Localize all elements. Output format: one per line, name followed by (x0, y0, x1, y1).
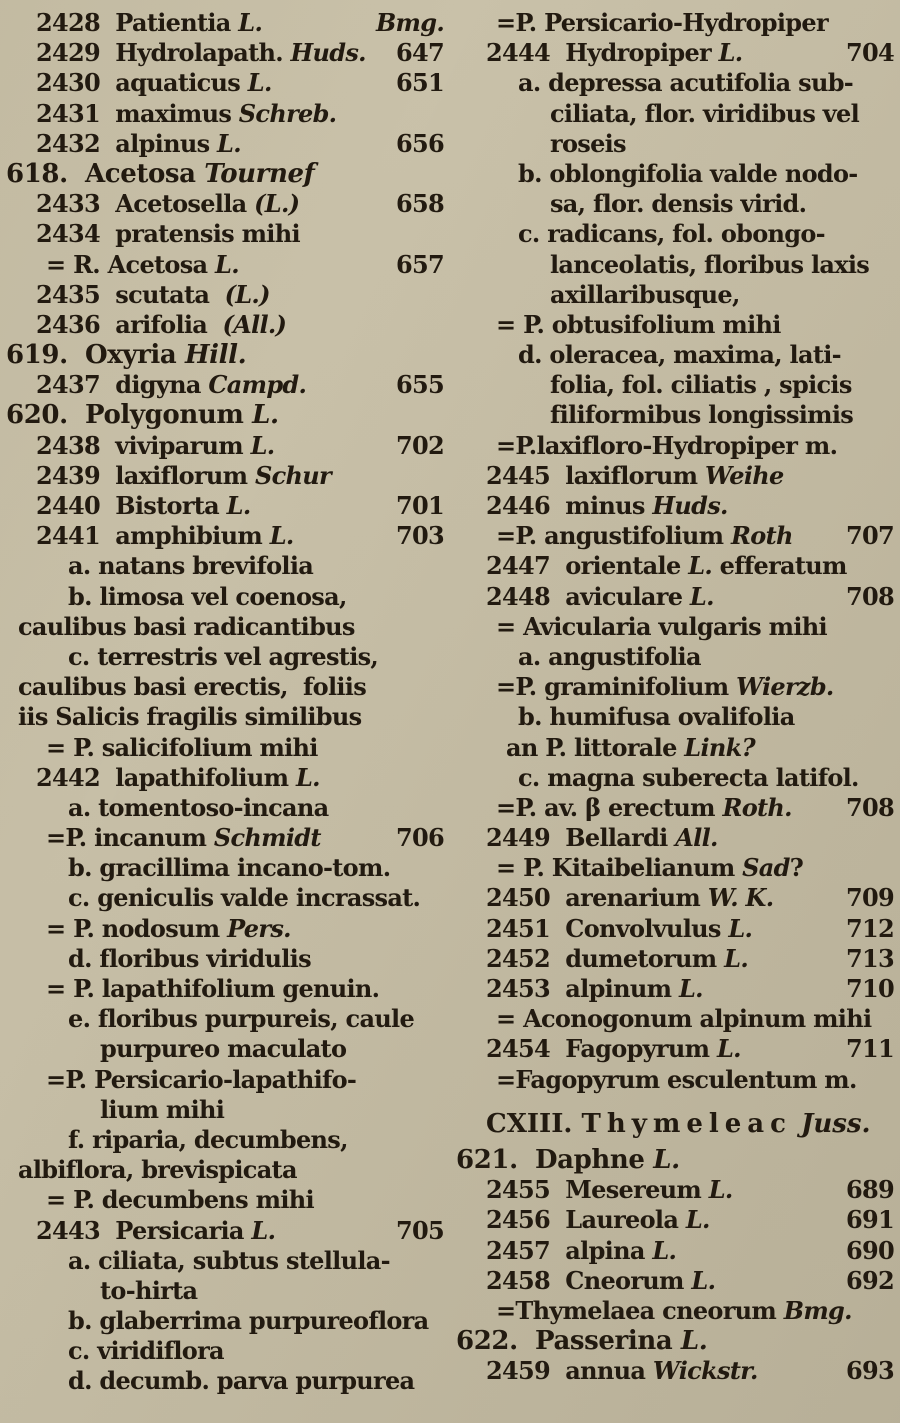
species-entry (456, 1205, 896, 1235)
entry-text: c. radicans, fol. obongo- (518, 219, 825, 249)
entry-text: All. (675, 823, 718, 853)
entry-text: L. (215, 249, 239, 279)
entry-text: 2434 pratensis mihi (36, 219, 300, 249)
entry-text: L. (708, 1175, 733, 1205)
entry-text: Link? (684, 732, 755, 762)
entry-text: L. (718, 38, 743, 68)
page-number: 656 (396, 128, 444, 158)
species-entry (456, 1236, 896, 1266)
entry-text: 619. Oxyria (6, 340, 185, 371)
entry-text: d. decumb. parva purpurea (68, 1366, 415, 1396)
entry-text: 2436 arifolia (36, 309, 223, 339)
page-number: 705 (396, 1215, 444, 1245)
genus-heading (456, 1326, 896, 1356)
entry-text: L. (217, 128, 241, 158)
entry-text: 2432 alpinus (36, 128, 218, 158)
entry-text: c. viridiflora (68, 1336, 224, 1366)
species-entry (6, 370, 446, 400)
species-entry (456, 1175, 896, 1205)
entry-text: 2438 viviparum (36, 430, 251, 460)
entry-text: c. geniculis valde incrassat. (68, 883, 421, 913)
continuation-line (6, 672, 446, 702)
entry-text: = P. decumbens mihi (46, 1185, 314, 1215)
entry-text: 2459 annua (486, 1356, 653, 1386)
species-entry (6, 1216, 446, 1246)
entry-text: L. (652, 1235, 677, 1265)
entry-text: roseis (550, 128, 626, 158)
entry-text: = P. Kitaibelianum (496, 853, 743, 883)
species-entry (456, 491, 896, 521)
species-entry (6, 280, 446, 310)
variety-entry (456, 159, 896, 189)
page-number: 707 (846, 521, 894, 551)
variety-entry (6, 1306, 446, 1336)
variety-entry (456, 68, 896, 98)
page-number: 709 (846, 883, 894, 913)
species-entry (6, 8, 446, 38)
entry-text: =P.laxifloro-Hydropiper m. (496, 430, 838, 460)
page-number: 703 (396, 521, 444, 551)
entry-text: =P. Persicario-Hydropiper (496, 8, 828, 37)
entry-text: =P. incanum (46, 823, 214, 853)
entry-text: =P. graminifolium (496, 672, 737, 702)
entry-text: Juss. (801, 1108, 871, 1139)
entry-text: 2447 orientale (486, 551, 689, 581)
entry-text: Schmidt (213, 823, 321, 853)
entry-text: = P. lapathifolium genuin. (46, 974, 380, 1003)
entry-text: 2442 lapathifolium (36, 762, 296, 792)
entry-text: L. (680, 1326, 708, 1357)
entry-text: 2430 aquaticus (36, 68, 248, 98)
entry-text: b. limosa vel coenosa, (68, 581, 347, 611)
continuation-line (456, 280, 896, 310)
entry-text: a. depressa acutifolia sub- (518, 68, 854, 98)
entry-text: L. (688, 551, 713, 581)
entry-text: L. (685, 1205, 710, 1235)
entry-text: b. humifusa ovalifolia (518, 702, 795, 732)
synonym-entry (456, 1004, 896, 1034)
species-entry (456, 1266, 896, 1296)
entry-text: albiflora, brevispicata (18, 1155, 297, 1185)
species-entry (6, 461, 446, 491)
species-entry (456, 914, 896, 944)
page-number: 657 (396, 249, 444, 279)
continuation-line (456, 129, 896, 159)
entry-text: f. riparia, decumbens, (68, 1124, 348, 1154)
synonym-entry (6, 974, 446, 1004)
variety-entry (6, 1246, 446, 1276)
entry-text: 618. Acetosa (6, 158, 205, 189)
entry-text: Tournef (204, 158, 315, 189)
page-number: 701 (396, 491, 444, 520)
entry-text: 621. Daphne (456, 1144, 654, 1175)
variety-entry (456, 763, 896, 793)
entry-text: Sad (742, 853, 790, 883)
synonym-entry (6, 250, 446, 280)
entry-text: c. magna suberecta latifol. (518, 762, 859, 792)
species-entry (6, 38, 446, 68)
family-heading (456, 1109, 896, 1139)
entry-text: L. (295, 762, 320, 792)
page-number: 708 (846, 792, 894, 822)
continuation-line (456, 370, 896, 400)
entry-text: 620. Polygonum (6, 400, 253, 431)
entry-text: L. (689, 581, 714, 611)
entry-text: 2439 laxiflorum (36, 460, 255, 490)
entry-text: =Thymelaea cneorum (496, 1295, 784, 1325)
entry-text: Thymeleac (581, 1108, 792, 1139)
species-entry (456, 944, 896, 974)
synonym-entry (456, 521, 896, 551)
genus-heading (6, 159, 446, 189)
entry-text: L. (724, 943, 748, 973)
page-number: 647 (396, 38, 444, 68)
entry-text: lium mihi (100, 1094, 225, 1124)
page-number: 689 (846, 1175, 894, 1205)
entry-text: efferatum (712, 551, 847, 581)
synonym-entry (456, 431, 896, 461)
continuation-line (6, 1276, 446, 1306)
entry-text: filiformibus longissimis (550, 400, 854, 430)
entry-text: L. (247, 68, 272, 98)
entry-text: iis Salicis fragilis similibus (18, 702, 362, 732)
variety-entry (6, 883, 446, 913)
entry-text: sa, flor. densis virid. (550, 189, 807, 219)
entry-text: L. (716, 1034, 741, 1064)
entry-text: e. floribus purpureis, caule (68, 1004, 415, 1034)
entry-text: = P. nodosum (46, 913, 228, 943)
variety-entry (6, 944, 446, 974)
entry-text: = Avicularia vulgaris mihi (496, 611, 827, 641)
entry-text: Schreb. (238, 98, 337, 128)
entry-text: =P. angustifolium (496, 521, 732, 551)
continuation-line (6, 1095, 446, 1125)
entry-text: L. (252, 400, 279, 431)
entry-text: W. K. (707, 883, 774, 913)
entry-text: 2455 Mesereum (486, 1175, 709, 1205)
entry-text: Roth (731, 521, 793, 551)
entry-text: b. gracillima incano-tom. (68, 853, 391, 883)
entry-text: L. (728, 913, 753, 943)
entry-text: = P. salicifolium mihi (46, 732, 318, 762)
entry-text: L. (269, 521, 294, 551)
entry-text: Campd. (208, 370, 307, 400)
entry-text: b. oblongifolia valde nodo- (518, 158, 858, 188)
entry-text: (L.) (224, 279, 270, 309)
entry-text: 2444 Hydropiper (486, 38, 719, 68)
entry-text: CXIII. (486, 1108, 582, 1139)
synonym-entry (456, 672, 896, 702)
entry-text: = Aconogonum alpinum mihi (496, 1004, 872, 1034)
continuation-line (6, 702, 446, 732)
page-number: 693 (846, 1356, 894, 1386)
entry-text: 2445 laxiflorum (486, 460, 705, 490)
species-entry (6, 521, 446, 551)
continuation-line (6, 1155, 446, 1185)
species-entry (6, 219, 446, 249)
entry-text: b. glaberrima purpureoflora (68, 1306, 429, 1336)
continuation-line (456, 250, 896, 280)
synonym-entry (456, 853, 896, 883)
species-entry (456, 883, 896, 913)
entry-text: d. oleracea, maxima, lati- (518, 340, 841, 370)
synonym-entry (6, 914, 446, 944)
page-number: 712 (846, 913, 894, 943)
synonym-entry (6, 1065, 446, 1095)
entry-text: L. (226, 491, 251, 520)
entry-text: 2458 Cneorum (486, 1265, 692, 1295)
variety-entry (456, 702, 896, 732)
page-number: 706 (396, 823, 444, 853)
entry-text: Pers. (227, 913, 291, 943)
entry-text: 2446 minus (486, 491, 653, 520)
synonym-entry (456, 733, 896, 763)
synonym-entry (456, 8, 896, 38)
species-entry (6, 129, 446, 159)
entry-text: 2441 amphibium (36, 521, 270, 551)
entry-text: L. (250, 430, 275, 460)
entry-text: 2451 Convolvulus (486, 913, 729, 943)
entry-text: 2433 Acetosella (36, 189, 255, 219)
species-entry (456, 1034, 896, 1064)
variety-entry (6, 582, 446, 612)
entry-text: 2440 Bistorta (36, 491, 227, 520)
variety-entry (6, 1004, 446, 1034)
entry-text: 2453 alpinum (486, 974, 679, 1003)
entry-text: L. (653, 1144, 680, 1175)
page-number: 691 (846, 1205, 894, 1235)
entry-text: 2437 digyna (36, 370, 209, 400)
entry-text: Roth. (722, 792, 792, 822)
entry-text: 2448 aviculare (486, 581, 690, 611)
page-number: Bmg. (375, 8, 444, 37)
entry-text: lanceolatis, floribus laxis (550, 249, 870, 279)
entry-text: 2443 Persicaria (36, 1215, 252, 1245)
continuation-line (456, 99, 896, 129)
genus-heading (6, 400, 446, 430)
entry-text: 2428 Patientia (36, 8, 239, 37)
variety-entry (456, 219, 896, 249)
variety-entry (6, 1366, 446, 1396)
page-number: 702 (396, 430, 444, 460)
species-entry (456, 1356, 896, 1386)
species-entry (6, 431, 446, 461)
entry-text: folia, fol. ciliatis , spicis (550, 370, 852, 400)
species-entry (456, 551, 896, 581)
synonym-entry (6, 1185, 446, 1215)
entry-text: 2429 Hydrolapath. (36, 38, 291, 68)
entry-text: axillaribusque, (550, 279, 740, 309)
entry-text: 2452 dumetorum (486, 943, 725, 973)
entry-text: (All.) (222, 309, 287, 339)
page-number: 713 (846, 943, 894, 973)
page-number: 690 (846, 1235, 894, 1265)
variety-entry (6, 551, 446, 581)
variety-entry (6, 853, 446, 883)
right-column (456, 8, 896, 1386)
variety-entry (6, 1336, 446, 1366)
entry-text: L. (251, 1215, 276, 1245)
synonym-entry (456, 1296, 896, 1326)
genus-heading (456, 1145, 896, 1175)
species-entry (6, 68, 446, 98)
entry-text: Huds. (652, 491, 728, 520)
species-entry (6, 310, 446, 340)
species-entry (456, 582, 896, 612)
entry-text: a. tomentoso-incana (68, 792, 329, 822)
entry-text: Weihe (705, 460, 784, 490)
entry-text: L. (691, 1265, 716, 1295)
entry-text: ? (789, 853, 804, 883)
page-number: 711 (846, 1034, 894, 1064)
entry-text: a. angustifolia (518, 641, 701, 671)
entry-text: 2454 Fagopyrum (486, 1034, 717, 1064)
entry-text: caulibus basi radicantibus (18, 611, 355, 641)
species-entry (6, 189, 446, 219)
entry-text: L. (678, 974, 703, 1003)
entry-text: a. ciliata, subtus stellula- (68, 1245, 390, 1275)
entry-text: = P. obtusifolium mihi (496, 309, 781, 339)
entry-text: d. floribus viridulis (68, 943, 311, 973)
entry-text: an P. littorale (506, 732, 685, 762)
entry-text: (L.) (254, 189, 300, 219)
entry-text: 2450 arenarium (486, 883, 708, 913)
entry-text: Bmg. (783, 1295, 852, 1325)
synonym-entry (456, 612, 896, 642)
species-entry (456, 38, 896, 68)
entry-text: =P. Persicario-lapathifo- (46, 1064, 357, 1094)
entry-text: 2435 scutata (36, 279, 225, 309)
entry-text: purpureo maculato (100, 1034, 347, 1064)
entry-text: 622. Passerina (456, 1326, 681, 1357)
entry-text: caulibus basi erectis, foliis (18, 672, 367, 702)
page-number: 710 (846, 974, 894, 1003)
continuation-line (6, 1034, 446, 1064)
variety-entry (6, 793, 446, 823)
entry-text: 2456 Laureola (486, 1205, 686, 1235)
entry-text: Schur (255, 460, 331, 490)
synonym-entry (456, 793, 896, 823)
entry-text: 2431 maximus (36, 98, 239, 128)
variety-entry (456, 340, 896, 370)
page-number: 655 (396, 370, 444, 400)
page-number: 704 (846, 38, 894, 68)
entry-text: 2457 alpina (486, 1235, 653, 1265)
continuation-line (6, 612, 446, 642)
entry-text: Wickstr. (652, 1356, 758, 1386)
entry-text: L. (238, 8, 263, 37)
continuation-line (456, 189, 896, 219)
left-column (6, 8, 446, 1397)
species-entry (456, 461, 896, 491)
entry-text: 2449 Bellardi (486, 823, 676, 853)
genus-heading (6, 340, 446, 370)
variety-entry (456, 642, 896, 672)
page-number: 658 (396, 189, 444, 219)
species-entry (6, 99, 446, 129)
entry-text: Hill. (184, 340, 247, 371)
page-number: 651 (396, 68, 444, 98)
entry-text (792, 1109, 801, 1139)
entry-text: a. natans brevifolia (68, 551, 314, 581)
entry-text: Wierzb. (736, 672, 834, 702)
synonym-entry (456, 310, 896, 340)
species-entry (456, 974, 896, 1004)
entry-text: ciliata, flor. viridibus vel (550, 98, 860, 128)
synonym-entry (456, 1065, 896, 1095)
page-number: 708 (846, 581, 894, 611)
page-number: 692 (846, 1265, 894, 1295)
variety-entry (6, 642, 446, 672)
species-entry (456, 823, 896, 853)
continuation-line (456, 400, 896, 430)
entry-text: =Fagopyrum esculentum m. (496, 1064, 857, 1094)
synonym-entry (6, 823, 446, 853)
entry-text: Huds. (290, 38, 366, 68)
species-entry (6, 491, 446, 521)
entry-text: to-hirta (100, 1275, 198, 1305)
entry-text: c. terrestris vel agrestis, (68, 641, 379, 671)
species-entry (6, 763, 446, 793)
variety-entry (6, 1125, 446, 1155)
synonym-entry (6, 733, 446, 763)
entry-text: = R. Acetosa (46, 249, 216, 279)
entry-text: =P. av. β erectum (496, 792, 723, 822)
